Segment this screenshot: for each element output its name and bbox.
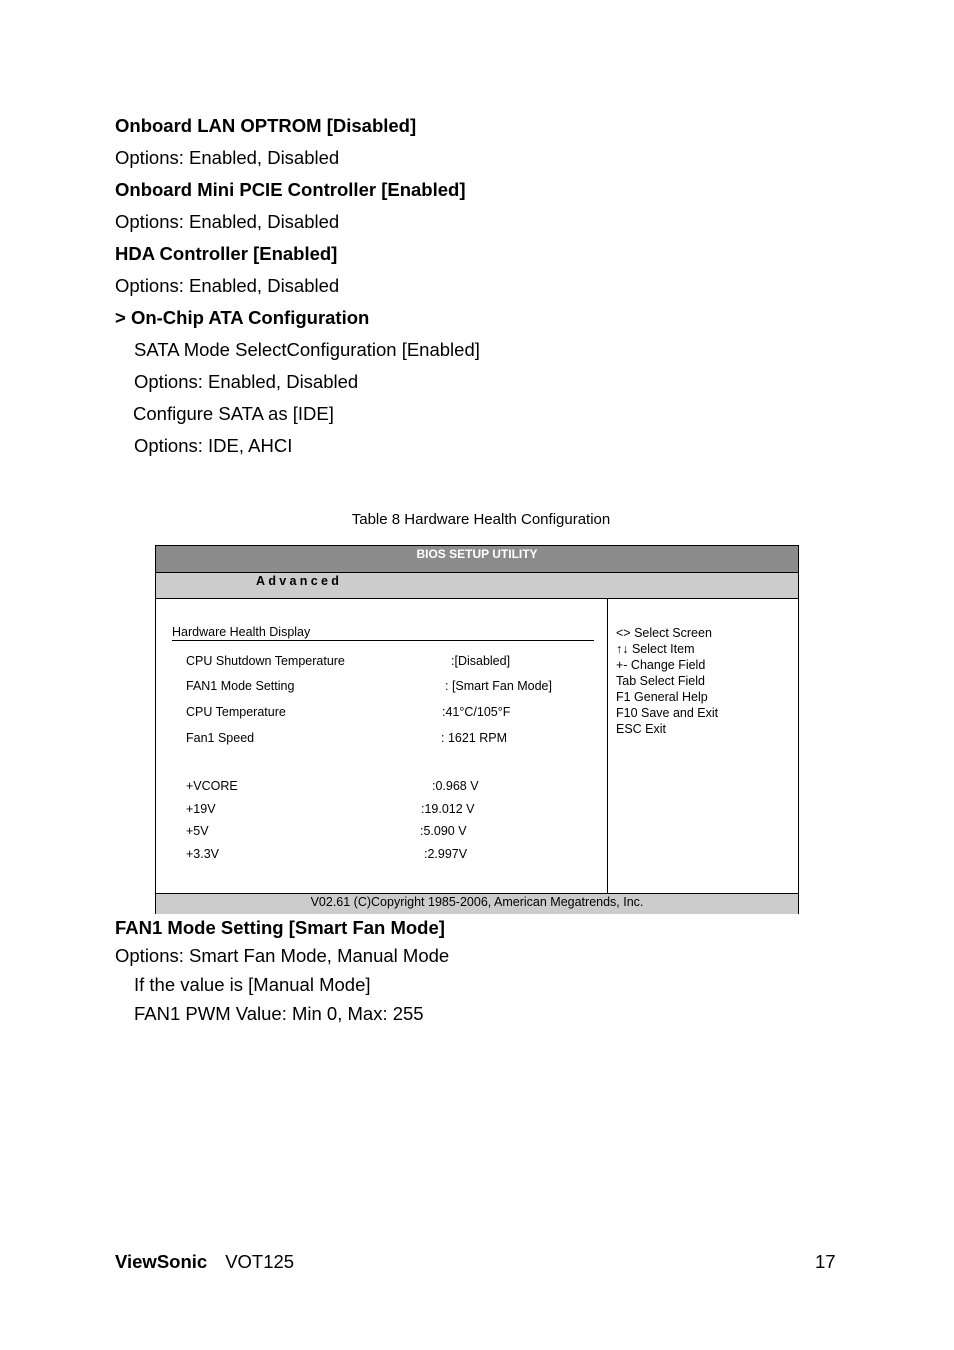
row-label-5v: +5V	[186, 824, 209, 838]
row-label-fan1-speed: Fan1 Speed	[186, 731, 255, 745]
setting-configure-sata: Configure SATA as [IDE]	[133, 403, 334, 424]
bios-copyright-footer: V02.61 (C)Copyright 1985-2006, American Megatrends, Inc.	[156, 893, 798, 914]
page-number: 17	[815, 1251, 836, 1272]
row-value-fan1-mode[interactable]: : [Smart Fan Mode]	[445, 679, 552, 693]
row-value-3v3: :2.997V	[424, 847, 468, 861]
row-label-fan1-mode[interactable]: FAN1 Mode Setting	[186, 679, 295, 693]
model-name: VOT125	[225, 1251, 295, 1272]
setting-heading-fan1-mode: FAN1 Mode Setting [Smart Fan Mode]	[115, 917, 445, 938]
bios-tab-bar	[156, 573, 798, 599]
help-select-screen: <> Select Screen	[616, 626, 712, 640]
setting-sata-mode: SATA Mode SelectConfiguration [Enabled]	[134, 339, 480, 360]
options-text: Options: Smart Fan Mode, Manual Mode	[115, 945, 450, 966]
row-value-19v: :19.012 V	[421, 802, 475, 816]
help-general-help: F1 General Help	[616, 690, 708, 704]
row-value-vcore: :0.968 V	[432, 779, 479, 793]
help-change-field: +- Change Field	[616, 658, 706, 672]
row-label-3v3: +3.3V	[186, 847, 220, 861]
fan1-pwm-range: FAN1 PWM Value: Min 0, Max: 255	[134, 1003, 424, 1024]
help-save-exit: F10 Save and Exit	[616, 706, 719, 720]
options-text: Options: Enabled, Disabled	[115, 147, 340, 168]
options-text: Options: Enabled, Disabled	[115, 211, 340, 232]
bios-main-panel	[156, 599, 608, 893]
brand-name: ViewSonic	[115, 1251, 208, 1272]
options-text: Options: Enabled, Disabled	[115, 275, 340, 296]
options-text: Options: Enabled, Disabled	[134, 371, 359, 392]
submenu-heading-onchip-ata: > On-Chip ATA Configuration	[115, 307, 370, 328]
row-label-19v: +19V	[186, 802, 216, 816]
table-caption: Table 8 Hardware Health Configuration	[351, 511, 611, 528]
setting-heading-lan-optrom: Onboard LAN OPTROM [Disabled]	[115, 115, 417, 136]
bios-screenshot	[155, 545, 799, 914]
options-text: Options: IDE, AHCI	[134, 435, 293, 456]
help-esc-exit: ESC Exit	[616, 722, 667, 736]
row-value-5v: :5.090 V	[420, 824, 467, 838]
page-footer-brand	[115, 1251, 294, 1273]
tab-advanced[interactable]: Advanced	[256, 574, 343, 588]
bios-help-panel	[608, 599, 798, 893]
manual-mode-condition: If the value is [Manual Mode]	[134, 974, 371, 995]
setting-heading-hda: HDA Controller [Enabled]	[115, 243, 338, 264]
bios-title-bar	[156, 546, 798, 573]
row-value-cpu-shutdown-temp[interactable]: :[Disabled]	[451, 654, 511, 668]
row-label-cpu-shutdown-temp[interactable]: CPU Shutdown Temperature	[186, 654, 345, 668]
row-label-cpu-temperature: CPU Temperature	[186, 705, 286, 719]
bios-title: BIOS SETUP UTILITY	[416, 547, 538, 561]
row-value-cpu-temperature: :41°C/105°F	[442, 705, 511, 719]
row-value-fan1-speed: : 1621 RPM	[441, 731, 508, 745]
row-label-vcore: +VCORE	[186, 779, 238, 793]
help-tab-select-field: Tab Select Field	[616, 674, 705, 688]
setting-heading-mini-pcie: Onboard Mini PCIE Controller [Enabled]	[115, 179, 466, 200]
help-select-item: ↑↓ Select Item	[616, 642, 695, 656]
section-heading: Hardware Health Display	[172, 624, 594, 641]
